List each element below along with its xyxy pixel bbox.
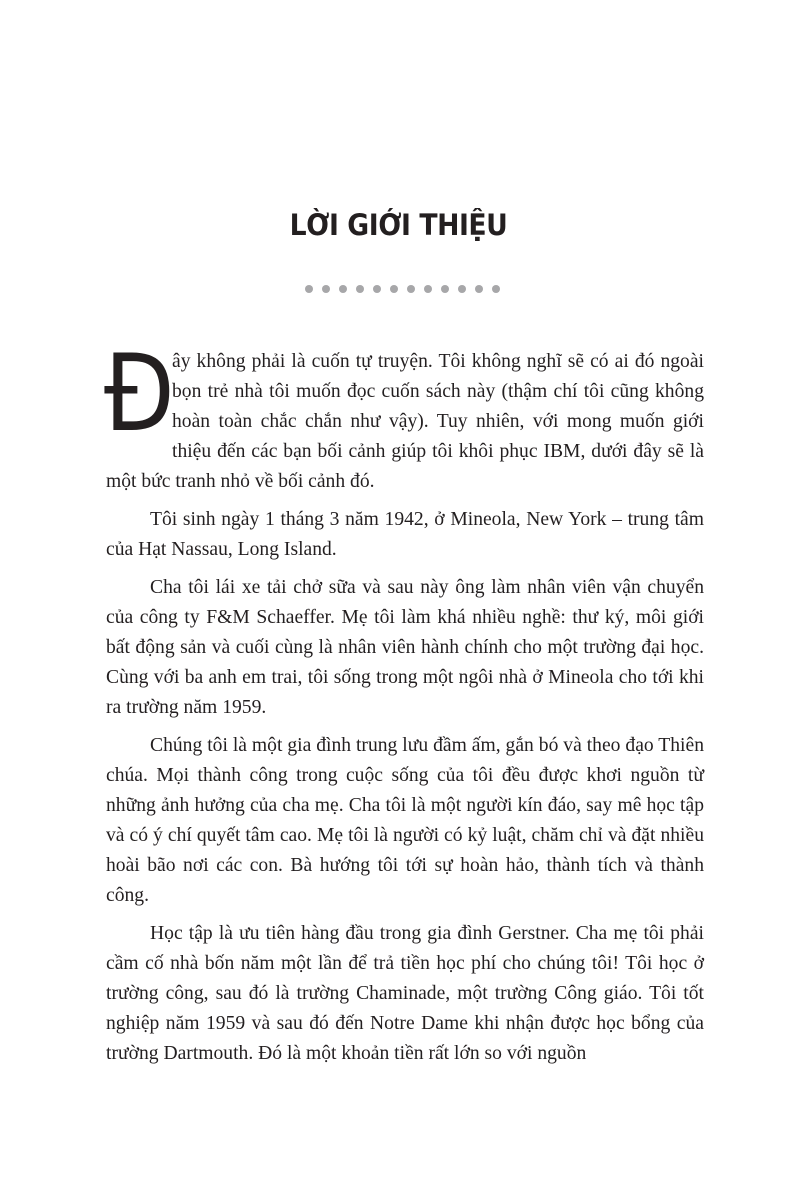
paragraph-1-text: ây không phải là cuốn tự truyện. Tôi không nghĩ sẽ có ai đó ngoài bọn trẻ nhà tôi muốn đọc cuốn sách này (thậm chí tôi cũng không hoàn toàn chắc chắn như vậy). Tuy nhiên, với mong muốn giới thiệu đến các bạn bối cảnh giúp tôi khôi phục IBM, dưới đây sẽ là một bức tranh nhỏ về bối cảnh đó. <box>106 351 704 492</box>
drop-cap: Đ <box>104 332 175 455</box>
ornament-dot <box>390 285 398 293</box>
ornament-dot <box>339 285 347 293</box>
ornament-dot <box>492 285 500 293</box>
ornament-dot <box>407 285 415 293</box>
chapter-title: LỜI GIỚI THIỆU <box>289 208 508 242</box>
paragraph-4: Chúng tôi là một gia đình trung lưu đầm ấm, gắn bó và theo đạo Thiên chúa. Mọi thành công trong cuộc sống của tôi đều được khơi nguồn từ những ảnh hưởng của cha mẹ. Cha tôi là một người kín đáo, say mê học tập và có ý chí quyết tâm cao. Mẹ tôi là người có kỷ luật, chăm chỉ và đặt nhiều hoài bão nơi các con. Bà hướng tôi tới sự hoàn hảo, thành tích và thành công. <box>106 735 704 906</box>
ornament-dot <box>305 285 313 293</box>
paragraph-2: Tôi sinh ngày 1 tháng 3 năm 1942, ở Mineola, New York – trung tâm của Hạt Nassau, Long Island. <box>106 509 704 560</box>
ornament-dot <box>373 285 381 293</box>
ornament-dot <box>475 285 483 293</box>
title-ornament <box>305 285 500 293</box>
paragraph-5: Học tập là ưu tiên hàng đầu trong gia đình Gerstner. Cha mẹ tôi phải cầm cố nhà bốn năm một lần để trả tiền học phí cho chúng tôi! Tôi học ở trường công, sau đó là trường Chaminade, một trường Công giáo. Tôi tốt nghiệp năm 1959 và sau đó đến Notre Dame khi nhận được học bổng của trường Dartmouth. Đó là một khoản tiền rất lớn so với nguồn <box>106 923 704 1064</box>
ornament-dot <box>424 285 432 293</box>
paragraph-3: Cha tôi lái xe tải chở sữa và sau này ông làm nhân viên vận chuyển của công ty F&M Schaeffer. Mẹ tôi làm khá nhiều nghề: thư ký, môi giới bất động sản và cuối cùng là nhân viên hành chính cho một trường đại học. Cùng với ba anh em trai, tôi sống trong một ngôi nhà ở Mineola cho tới khi ra trường năm 1959. <box>106 577 704 718</box>
ornament-dot <box>458 285 466 293</box>
ornament-dot <box>322 285 330 293</box>
body-text <box>104 332 704 1077</box>
ornament-dot <box>441 285 449 293</box>
paragraph-1 <box>104 332 704 497</box>
ornament-dot <box>356 285 364 293</box>
